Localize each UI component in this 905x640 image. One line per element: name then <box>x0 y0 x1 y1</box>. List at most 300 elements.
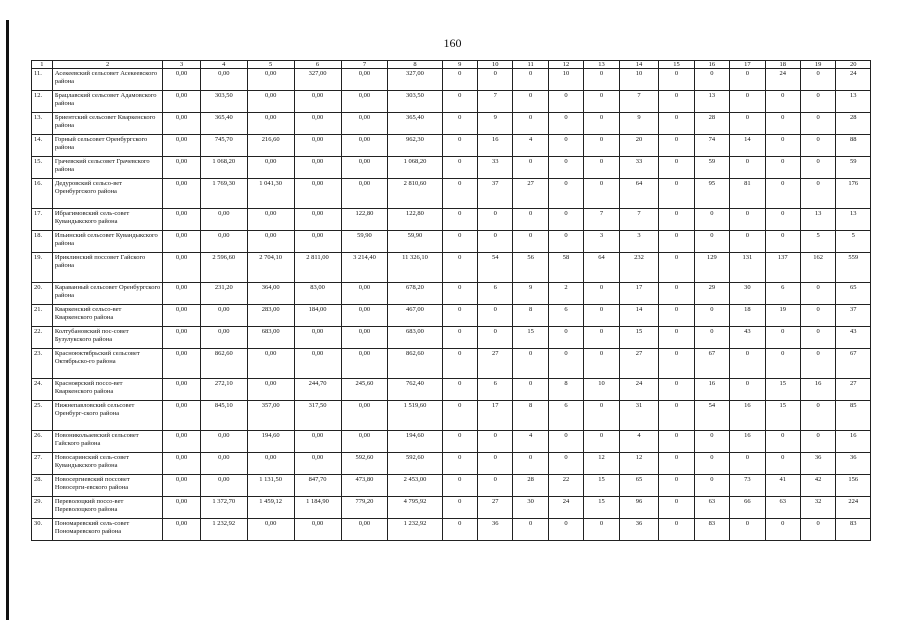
value-cell: 0 <box>659 519 694 541</box>
value-cell: 20 <box>619 135 659 157</box>
value-cell: 0 <box>730 209 765 231</box>
value-cell: 0 <box>659 113 694 135</box>
value-cell: 862,60 <box>388 349 442 379</box>
value-cell: 96 <box>619 497 659 519</box>
value-cell: 0 <box>659 431 694 453</box>
value-cell: 0,00 <box>341 401 388 431</box>
value-cell: 0 <box>548 431 583 453</box>
value-cell: 16 <box>836 431 871 453</box>
value-cell: 6 <box>765 283 800 305</box>
value-cell: 745,70 <box>200 135 247 157</box>
table-row <box>32 431 871 453</box>
value-cell: 473,80 <box>341 475 388 497</box>
table-row <box>32 209 871 231</box>
value-cell: 1 372,70 <box>200 497 247 519</box>
value-cell: 0,00 <box>294 231 341 253</box>
value-cell: 0,00 <box>163 475 201 497</box>
value-cell: 592,60 <box>341 453 388 475</box>
value-cell: 0 <box>442 497 477 519</box>
value-cell: 683,00 <box>388 327 442 349</box>
value-cell: 0 <box>730 91 765 113</box>
value-cell: 0 <box>765 157 800 179</box>
value-cell: 16 <box>694 379 729 401</box>
row-number-cell: 25. <box>32 401 53 431</box>
value-cell: 0 <box>442 431 477 453</box>
row-number-cell: 29. <box>32 497 53 519</box>
value-cell: 862,60 <box>200 349 247 379</box>
value-cell: 0 <box>548 349 583 379</box>
value-cell: 365,40 <box>200 113 247 135</box>
value-cell: 0 <box>584 401 619 431</box>
value-cell: 0,00 <box>294 135 341 157</box>
value-cell: 9 <box>513 283 548 305</box>
row-number-cell: 19. <box>32 253 53 283</box>
table-row <box>32 453 871 475</box>
value-cell: 0 <box>800 113 835 135</box>
value-cell: 54 <box>694 401 729 431</box>
value-cell: 0 <box>478 69 513 91</box>
value-cell: 0 <box>442 113 477 135</box>
value-cell: 59,90 <box>388 231 442 253</box>
value-cell: 683,00 <box>247 327 294 349</box>
value-cell: 0 <box>584 519 619 541</box>
value-cell: 0 <box>513 209 548 231</box>
value-cell: 0,00 <box>163 401 201 431</box>
value-cell: 0,00 <box>294 157 341 179</box>
value-cell: 0,00 <box>163 519 201 541</box>
column-number-11: 11 <box>513 61 548 69</box>
value-cell: 592,60 <box>388 453 442 475</box>
value-cell: 24 <box>765 69 800 91</box>
municipality-name-cell: Новосаринский сель-совет Кувандыкского района <box>52 453 162 475</box>
value-cell: 0 <box>584 327 619 349</box>
municipality-name-cell: Дедуровский сельсо-вет Оренбургского района <box>52 179 162 209</box>
value-cell: 0,00 <box>200 305 247 327</box>
municipality-name-cell: Ириклинский поссовет Гайского района <box>52 253 162 283</box>
value-cell: 17 <box>478 401 513 431</box>
value-cell: 0 <box>442 231 477 253</box>
value-cell: 467,00 <box>388 305 442 327</box>
value-cell: 0 <box>478 431 513 453</box>
row-number-cell: 12. <box>32 91 53 113</box>
table-row <box>32 69 871 91</box>
value-cell: 63 <box>765 497 800 519</box>
value-cell: 0 <box>659 209 694 231</box>
value-cell: 245,60 <box>341 379 388 401</box>
value-cell: 65 <box>619 475 659 497</box>
value-cell: 0,00 <box>341 69 388 91</box>
value-cell: 54 <box>478 253 513 283</box>
value-cell: 3 <box>619 231 659 253</box>
value-cell: 0,00 <box>341 157 388 179</box>
value-cell: 10 <box>584 379 619 401</box>
value-cell: 327,00 <box>388 69 442 91</box>
value-cell: 0 <box>548 135 583 157</box>
value-cell: 0 <box>584 283 619 305</box>
value-cell: 779,20 <box>341 497 388 519</box>
value-cell: 0 <box>730 349 765 379</box>
value-cell: 12 <box>584 453 619 475</box>
value-cell: 0 <box>694 475 729 497</box>
value-cell: 303,50 <box>200 91 247 113</box>
municipality-name-cell: Новоникольаевский сельсовет Гайского района <box>52 431 162 453</box>
row-number-cell: 28. <box>32 475 53 497</box>
value-cell: 95 <box>694 179 729 209</box>
value-cell: 0 <box>659 475 694 497</box>
value-cell: 0 <box>659 305 694 327</box>
value-cell: 4 795,92 <box>388 497 442 519</box>
value-cell: 0 <box>800 349 835 379</box>
value-cell: 0 <box>513 113 548 135</box>
municipality-name-cell: Красноюктябрьский сельсовет Октябрьско-го района <box>52 349 162 379</box>
value-cell: 59,90 <box>341 231 388 253</box>
value-cell: 6 <box>478 379 513 401</box>
municipality-name-cell: Переволоцкий поссо-вет Переволоцкого района <box>52 497 162 519</box>
value-cell: 0 <box>442 349 477 379</box>
value-cell: 137 <box>765 253 800 283</box>
value-cell: 0,00 <box>200 69 247 91</box>
value-cell: 0,00 <box>294 209 341 231</box>
value-cell: 0 <box>442 209 477 231</box>
value-cell: 0,00 <box>294 453 341 475</box>
value-cell: 0 <box>765 519 800 541</box>
value-cell: 283,00 <box>247 305 294 327</box>
column-number-8: 8 <box>388 61 442 69</box>
column-number-17: 17 <box>730 61 765 69</box>
value-cell: 81 <box>730 179 765 209</box>
value-cell: 0 <box>800 305 835 327</box>
row-number-cell: 26. <box>32 431 53 453</box>
column-number-6: 6 <box>294 61 341 69</box>
value-cell: 63 <box>694 497 729 519</box>
value-cell: 232 <box>619 253 659 283</box>
value-cell: 37 <box>478 179 513 209</box>
value-cell: 36 <box>478 519 513 541</box>
value-cell: 0,00 <box>200 231 247 253</box>
column-number-14: 14 <box>619 61 659 69</box>
value-cell: 0 <box>513 519 548 541</box>
value-cell: 67 <box>836 349 871 379</box>
value-cell: 15 <box>765 401 800 431</box>
table-row <box>32 231 871 253</box>
data-table <box>31 60 871 541</box>
value-cell: 0,00 <box>163 379 201 401</box>
value-cell: 0 <box>659 157 694 179</box>
value-cell: 0 <box>765 327 800 349</box>
value-cell: 0 <box>584 69 619 91</box>
value-cell: 0 <box>730 379 765 401</box>
value-cell: 0,00 <box>341 113 388 135</box>
value-cell: 1 184,90 <box>294 497 341 519</box>
value-cell: 0 <box>478 475 513 497</box>
value-cell: 0 <box>513 231 548 253</box>
value-cell: 678,20 <box>388 283 442 305</box>
value-cell: 0,00 <box>247 157 294 179</box>
value-cell: 24 <box>548 497 583 519</box>
value-cell: 0 <box>800 157 835 179</box>
value-cell: 0,00 <box>247 379 294 401</box>
value-cell: 15 <box>765 379 800 401</box>
value-cell: 0 <box>659 69 694 91</box>
value-cell: 4 <box>513 431 548 453</box>
value-cell: 18 <box>730 305 765 327</box>
value-cell: 0 <box>513 379 548 401</box>
value-cell: 162 <box>800 253 835 283</box>
value-cell: 33 <box>619 157 659 179</box>
table-row <box>32 519 871 541</box>
value-cell: 0 <box>548 231 583 253</box>
value-cell: 0,00 <box>341 91 388 113</box>
value-cell: 0 <box>442 519 477 541</box>
value-cell: 0 <box>659 379 694 401</box>
value-cell: 0 <box>442 401 477 431</box>
value-cell: 0,00 <box>294 179 341 209</box>
value-cell: 85 <box>836 401 871 431</box>
value-cell: 0,00 <box>247 69 294 91</box>
value-cell: 0 <box>513 91 548 113</box>
value-cell: 2 596,60 <box>200 253 247 283</box>
value-cell: 0 <box>442 69 477 91</box>
value-cell: 13 <box>694 91 729 113</box>
value-cell: 0 <box>730 157 765 179</box>
value-cell: 216,60 <box>247 135 294 157</box>
value-cell: 0,00 <box>341 349 388 379</box>
value-cell: 1 131,50 <box>247 475 294 497</box>
value-cell: 0,00 <box>294 91 341 113</box>
column-number-7: 7 <box>341 61 388 69</box>
table-row <box>32 379 871 401</box>
value-cell: 0,00 <box>163 497 201 519</box>
value-cell: 231,20 <box>200 283 247 305</box>
value-cell: 0 <box>765 91 800 113</box>
table-row <box>32 401 871 431</box>
value-cell: 1 068,20 <box>388 157 442 179</box>
value-cell: 27 <box>513 179 548 209</box>
table-row <box>32 91 871 113</box>
scan-margin-bar <box>6 20 9 620</box>
value-cell: 0 <box>442 453 477 475</box>
value-cell: 0 <box>478 327 513 349</box>
row-number-cell: 20. <box>32 283 53 305</box>
value-cell: 0,00 <box>247 209 294 231</box>
value-cell: 0,00 <box>341 283 388 305</box>
value-cell: 0,00 <box>163 157 201 179</box>
value-cell: 364,00 <box>247 283 294 305</box>
column-number-5: 5 <box>247 61 294 69</box>
value-cell: 0 <box>730 453 765 475</box>
value-cell: 11 326,10 <box>388 253 442 283</box>
value-cell: 0,00 <box>163 69 201 91</box>
value-cell: 0 <box>513 349 548 379</box>
column-number-13: 13 <box>584 61 619 69</box>
value-cell: 0 <box>548 113 583 135</box>
column-number-16: 16 <box>694 61 729 69</box>
value-cell: 0,00 <box>341 135 388 157</box>
value-cell: 0 <box>442 157 477 179</box>
municipality-name-cell: Ибрагимовский сель-совет Кувандыкского района <box>52 209 162 231</box>
value-cell: 0,00 <box>294 113 341 135</box>
value-cell: 14 <box>619 305 659 327</box>
value-cell: 0 <box>694 305 729 327</box>
municipality-name-cell: Колтубановский пос-совет Бузулукского района <box>52 327 162 349</box>
value-cell: 0,00 <box>247 453 294 475</box>
value-cell: 0,00 <box>163 113 201 135</box>
value-cell: 0,00 <box>341 305 388 327</box>
value-cell: 0 <box>800 401 835 431</box>
value-cell: 0 <box>765 431 800 453</box>
value-cell: 42 <box>800 475 835 497</box>
value-cell: 13 <box>800 209 835 231</box>
value-cell: 6 <box>548 401 583 431</box>
value-cell: 156 <box>836 475 871 497</box>
municipality-name-cell: Кваркенский сельсо-вет Кваркенского района <box>52 305 162 327</box>
value-cell: 0,00 <box>294 519 341 541</box>
value-cell: 15 <box>513 327 548 349</box>
column-number-12: 12 <box>548 61 583 69</box>
value-cell: 0 <box>694 209 729 231</box>
value-cell: 31 <box>619 401 659 431</box>
value-cell: 176 <box>836 179 871 209</box>
value-cell: 0,00 <box>294 431 341 453</box>
value-cell: 28 <box>836 113 871 135</box>
value-cell: 7 <box>619 209 659 231</box>
value-cell: 0,00 <box>163 179 201 209</box>
value-cell: 16 <box>730 431 765 453</box>
value-cell: 0 <box>548 157 583 179</box>
row-number-cell: 11. <box>32 69 53 91</box>
value-cell: 0 <box>584 91 619 113</box>
value-cell: 0 <box>548 453 583 475</box>
value-cell: 0 <box>659 327 694 349</box>
column-number-18: 18 <box>765 61 800 69</box>
value-cell: 0,00 <box>163 231 201 253</box>
value-cell: 0,00 <box>341 519 388 541</box>
value-cell: 0 <box>765 113 800 135</box>
value-cell: 27 <box>478 497 513 519</box>
value-cell: 8 <box>513 401 548 431</box>
value-cell: 0 <box>694 231 729 253</box>
table-row <box>32 497 871 519</box>
value-cell: 16 <box>478 135 513 157</box>
value-cell: 30 <box>730 283 765 305</box>
value-cell: 0,00 <box>247 113 294 135</box>
value-cell: 0 <box>584 179 619 209</box>
row-number-cell: 13. <box>32 113 53 135</box>
row-number-cell: 21. <box>32 305 53 327</box>
table-row <box>32 179 871 209</box>
value-cell: 0 <box>730 69 765 91</box>
value-cell: 0 <box>659 231 694 253</box>
row-number-cell: 22. <box>32 327 53 349</box>
value-cell: 194,60 <box>247 431 294 453</box>
value-cell: 365,40 <box>388 113 442 135</box>
value-cell: 0 <box>659 91 694 113</box>
value-cell: 1 769,30 <box>200 179 247 209</box>
column-number-9: 9 <box>442 61 477 69</box>
value-cell: 9 <box>619 113 659 135</box>
value-cell: 64 <box>619 179 659 209</box>
value-cell: 0 <box>548 179 583 209</box>
value-cell: 0 <box>548 327 583 349</box>
row-number-cell: 18. <box>32 231 53 253</box>
value-cell: 36 <box>836 453 871 475</box>
value-cell: 0 <box>513 453 548 475</box>
row-number-cell: 30. <box>32 519 53 541</box>
value-cell: 0,00 <box>247 231 294 253</box>
value-cell: 13 <box>836 91 871 113</box>
value-cell: 13 <box>836 209 871 231</box>
row-number-cell: 23. <box>32 349 53 379</box>
row-number-cell: 17. <box>32 209 53 231</box>
value-cell: 0,00 <box>163 135 201 157</box>
value-cell: 65 <box>836 283 871 305</box>
value-cell: 0 <box>513 157 548 179</box>
value-cell: 1 459,12 <box>247 497 294 519</box>
value-cell: 357,00 <box>247 401 294 431</box>
value-cell: 0,00 <box>163 453 201 475</box>
column-number-20: 20 <box>836 61 871 69</box>
municipality-name-cell: Асекеевский сельсовет Асекеевского района <box>52 69 162 91</box>
value-cell: 122,80 <box>341 209 388 231</box>
table-row <box>32 253 871 283</box>
value-cell: 0 <box>659 401 694 431</box>
value-cell: 559 <box>836 253 871 283</box>
value-cell: 0 <box>478 231 513 253</box>
value-cell: 0 <box>442 327 477 349</box>
value-cell: 0 <box>694 431 729 453</box>
municipality-name-cell: Пономаревский сель-совет Пономаревского района <box>52 519 162 541</box>
value-cell: 0 <box>800 327 835 349</box>
column-number-4: 4 <box>200 61 247 69</box>
value-cell: 27 <box>478 349 513 379</box>
value-cell: 56 <box>513 253 548 283</box>
value-cell: 0 <box>730 113 765 135</box>
value-cell: 0 <box>659 497 694 519</box>
value-cell: 59 <box>836 157 871 179</box>
value-cell: 0,00 <box>341 431 388 453</box>
value-cell: 33 <box>478 157 513 179</box>
value-cell: 10 <box>619 69 659 91</box>
value-cell: 0,00 <box>247 349 294 379</box>
value-cell: 845,10 <box>200 401 247 431</box>
value-cell: 0 <box>659 453 694 475</box>
value-cell: 58 <box>548 253 583 283</box>
value-cell: 3 <box>584 231 619 253</box>
column-number-3: 3 <box>163 61 201 69</box>
value-cell: 0 <box>730 231 765 253</box>
value-cell: 0 <box>442 379 477 401</box>
value-cell: 14 <box>730 135 765 157</box>
value-cell: 0 <box>659 283 694 305</box>
value-cell: 27 <box>619 349 659 379</box>
value-cell: 0 <box>730 519 765 541</box>
value-cell: 0,00 <box>294 327 341 349</box>
value-cell: 0,00 <box>200 209 247 231</box>
value-cell: 0,00 <box>163 431 201 453</box>
municipality-name-cell: Бриентский сельсовет Кваркенского района <box>52 113 162 135</box>
column-number-15: 15 <box>659 61 694 69</box>
value-cell: 1 232,92 <box>200 519 247 541</box>
value-cell: 0,00 <box>163 305 201 327</box>
column-number-19: 19 <box>800 61 835 69</box>
municipality-name-cell: Красноярский поссо-вет Кваркенского района <box>52 379 162 401</box>
value-cell: 0 <box>694 453 729 475</box>
value-cell: 43 <box>730 327 765 349</box>
table-row <box>32 113 871 135</box>
value-cell: 4 <box>619 431 659 453</box>
value-cell: 129 <box>694 253 729 283</box>
value-cell: 83,00 <box>294 283 341 305</box>
